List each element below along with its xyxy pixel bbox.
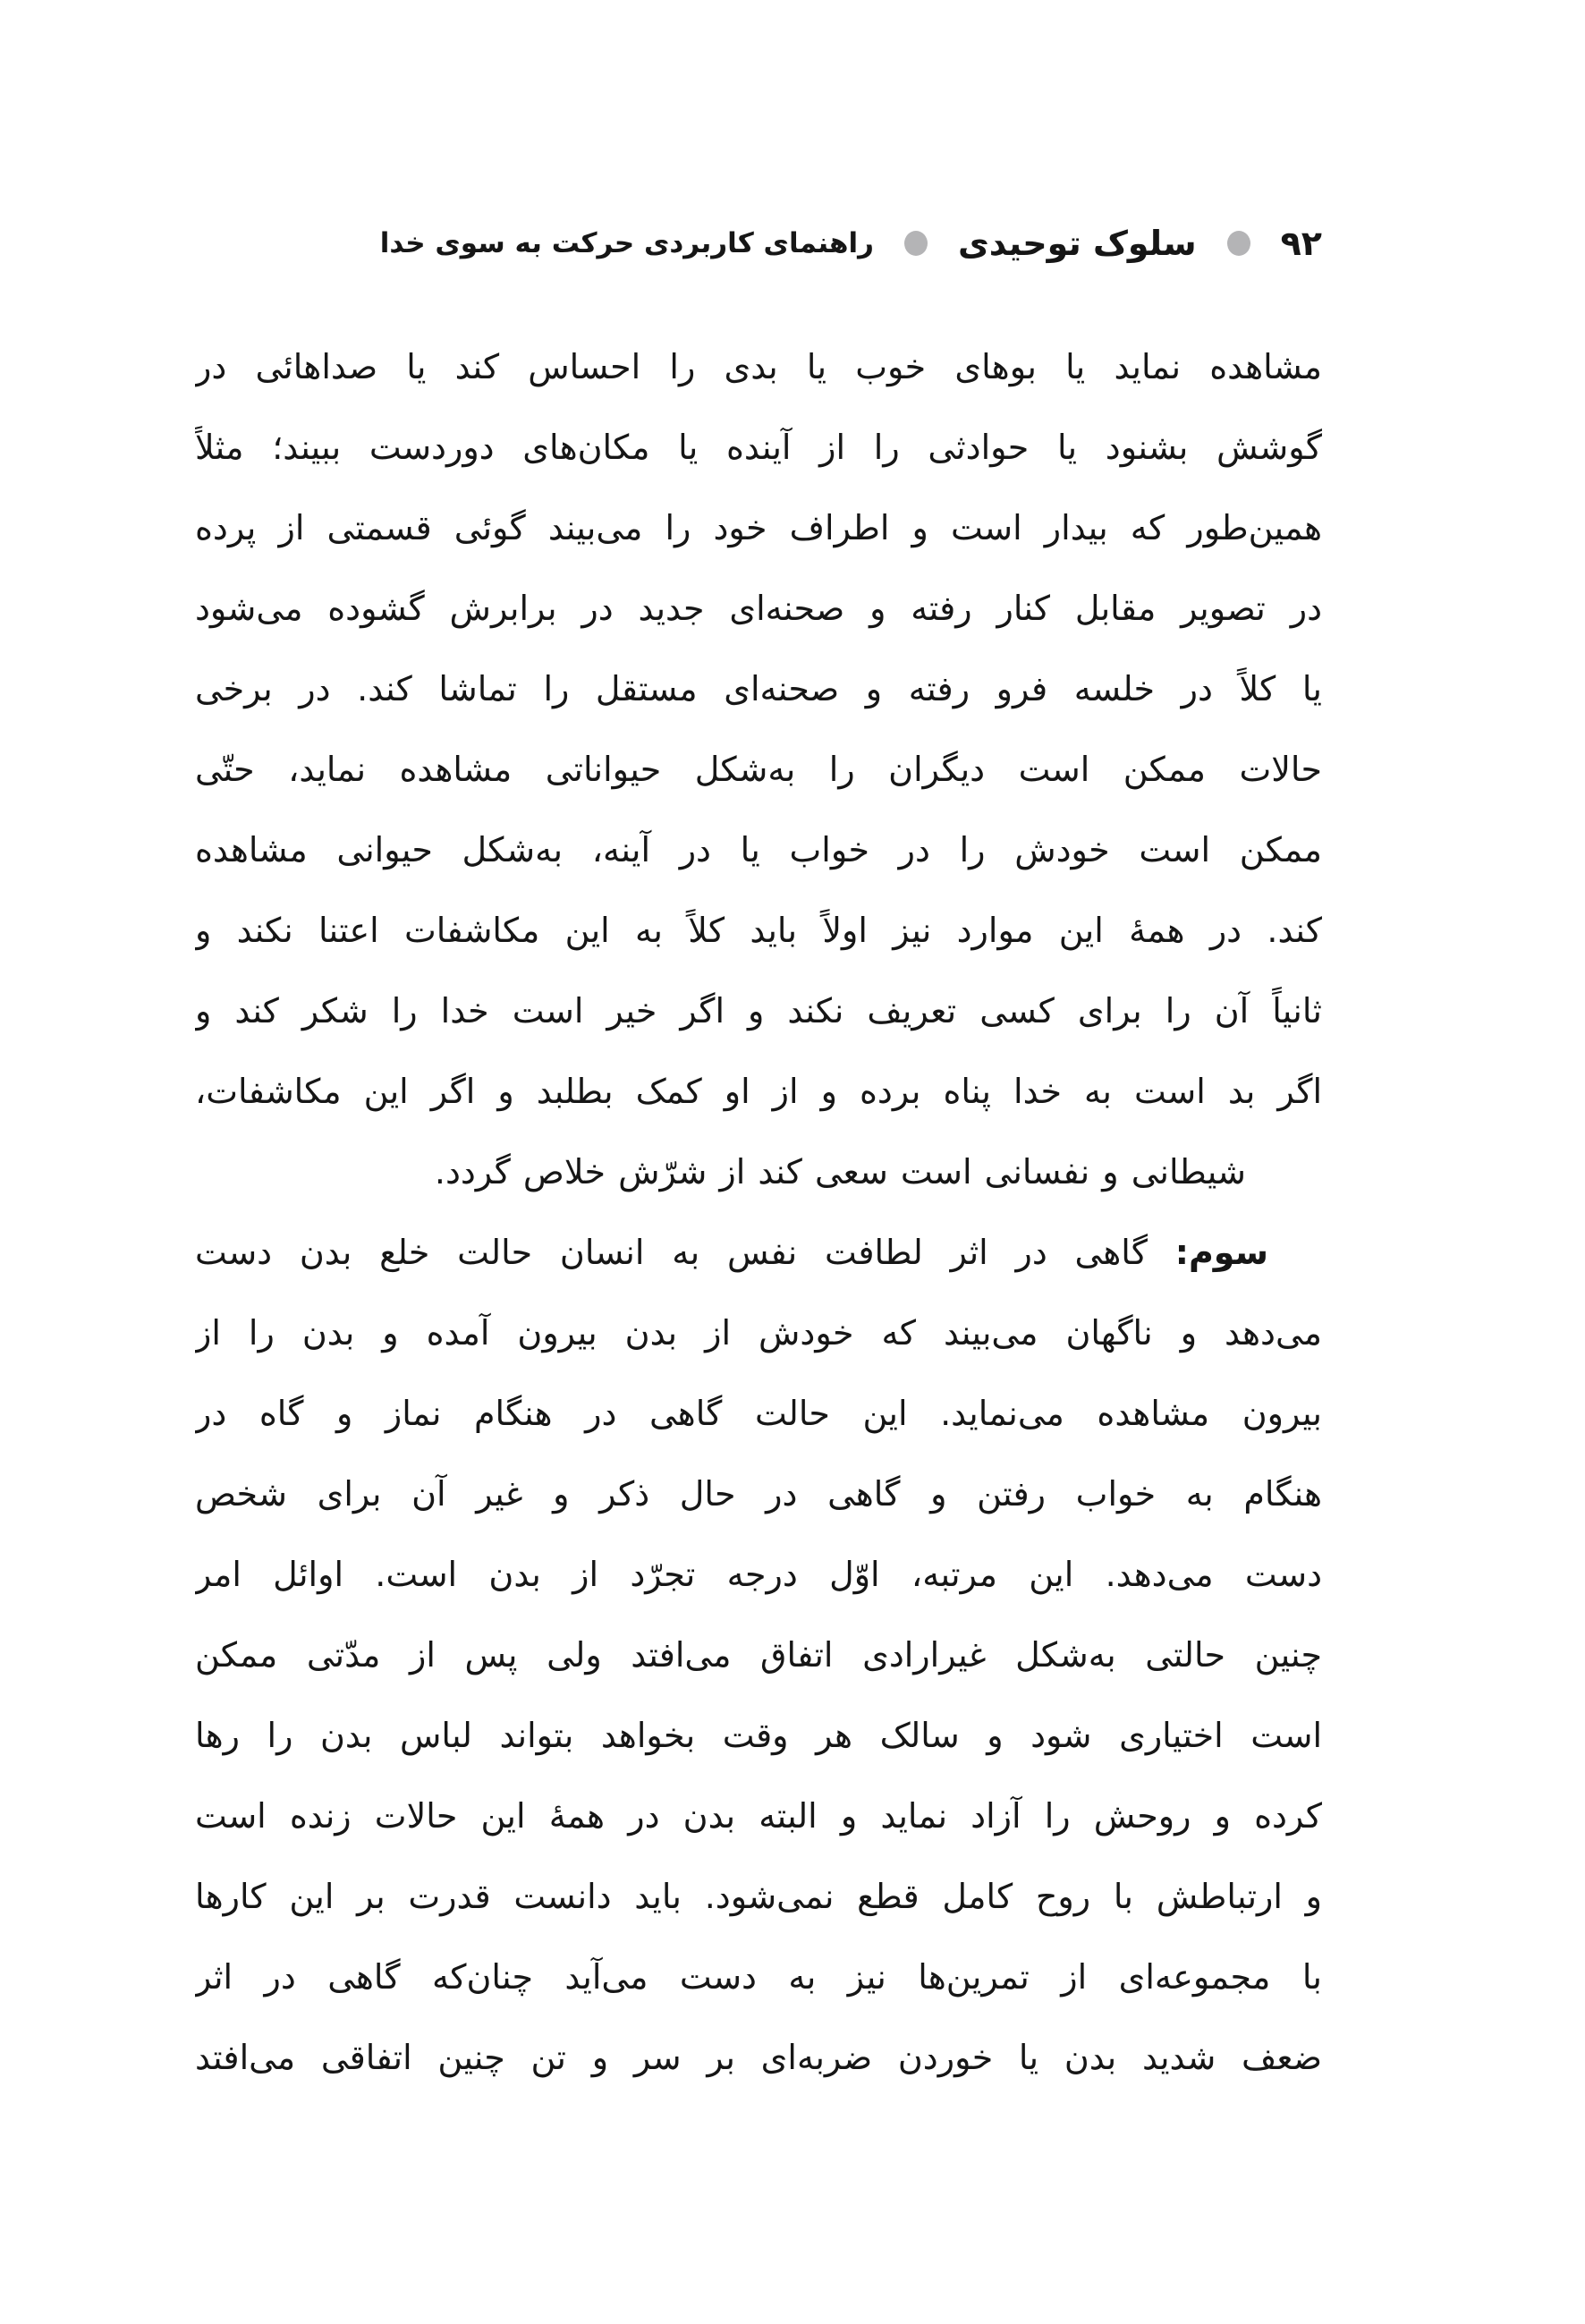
body-line: هنگام به خواب رفتن و گاهی در حال ذکر و غیر آن برای شخص (195, 1474, 1322, 1514)
book-subtitle: راهنمای کاربردی حرکت به سوی خدا (379, 227, 874, 259)
body-line: چنین حالتی به‌شکل غیرارادی اتفاق می‌افتد ولی پس از مدّتی ممکن (195, 1635, 1322, 1675)
body-line: است اختیاری شود و سالک هر وقت بخواهد بتواند لباس بدن را رها (195, 1716, 1322, 1755)
body-line: ممکن است خودش را در خواب یا در آینه، به‌شکل حیوانی مشاهده (195, 830, 1322, 869)
body-line: کند. در همهٔ این موارد نیز اولاً باید کلاً به این مکاشفات اعتنا نکند و (195, 911, 1322, 950)
paragraph-lead-word: سوم: (1174, 1233, 1268, 1272)
body-line-paragraph-start (195, 1212, 1322, 1293)
body-line: یا کلاً در خلسه فرو رفته و صحنه‌ای مستقل را تماشا کند. در برخی (195, 669, 1322, 708)
body-line: دست می‌دهد. این مرتبه، اوّل درجه تجرّد از بدن است. اوائل امر (195, 1555, 1322, 1594)
body-line: همین‌طور که بیدار است و اطراف خود را می‌بیند گوئی قسمتی از پرده (195, 508, 1322, 547)
body-line-paragraph-end: شیطانی و نفسانی است سعی کند از شرّش خلاص گردد. (434, 1152, 1246, 1192)
body-line: بیرون مشاهده می‌نماید. این حالت گاهی در هنگام نماز و گاه در (195, 1394, 1322, 1433)
body-line: در تصویر مقابل کنار رفته و صحنه‌ای جدید در برابرش گشوده می‌شود (195, 589, 1322, 628)
body-line: گوشش بشنود یا حوادثی را از آینده یا مکان‌های دوردست ببیند؛ مثلاً (195, 428, 1322, 467)
body-text-block (195, 327, 1322, 2098)
body-line: با مجموعه‌ای از تمرین‌ها نیز به دست می‌آید چنان‌که گاهی در اثر (195, 1957, 1322, 1997)
body-line: اگر بد است به خدا پناه برده و از او کمک بطلبد و اگر این مکاشفات، (195, 1072, 1322, 1111)
body-line: می‌دهد و ناگهان می‌بیند که خودش از بدن بیرون آمده و بدن را از (195, 1313, 1322, 1353)
body-line: مشاهده نماید یا بوهای خوب یا بدی را احساس کند یا صداهائی در (195, 347, 1322, 386)
separator-bullet-icon (1227, 231, 1250, 256)
body-line: ضعف شدید بدن یا خوردن ضربه‌ای بر سر و تن چنین اتفاقی می‌افتد (195, 2038, 1322, 2077)
paragraph-lead-rest: گاهی در اثر لطافت نفس به انسان حالت خلع بدن دست (195, 1233, 1148, 1272)
body-line: ثانیاً آن را برای کسی تعریف نکند و اگر خیر است خدا را شکر کند و (195, 991, 1322, 1031)
running-header (380, 224, 1322, 263)
body-line: حالات ممکن است دیگران را به‌شکل حیواناتی مشاهده نماید، حتّی (195, 750, 1322, 789)
separator-bullet-icon (904, 231, 928, 256)
body-line: کرده و روحش را آزاد نماید و البته بدن در همهٔ این حالات زنده است (195, 1796, 1322, 1836)
book-title: سلوک توحیدی (957, 224, 1197, 263)
body-line: و ارتباطش با روح کامل قطع نمی‌شود. باید دانست قدرت بر این کارها (195, 1877, 1322, 1916)
page-number: ۹۲ (1280, 224, 1322, 263)
